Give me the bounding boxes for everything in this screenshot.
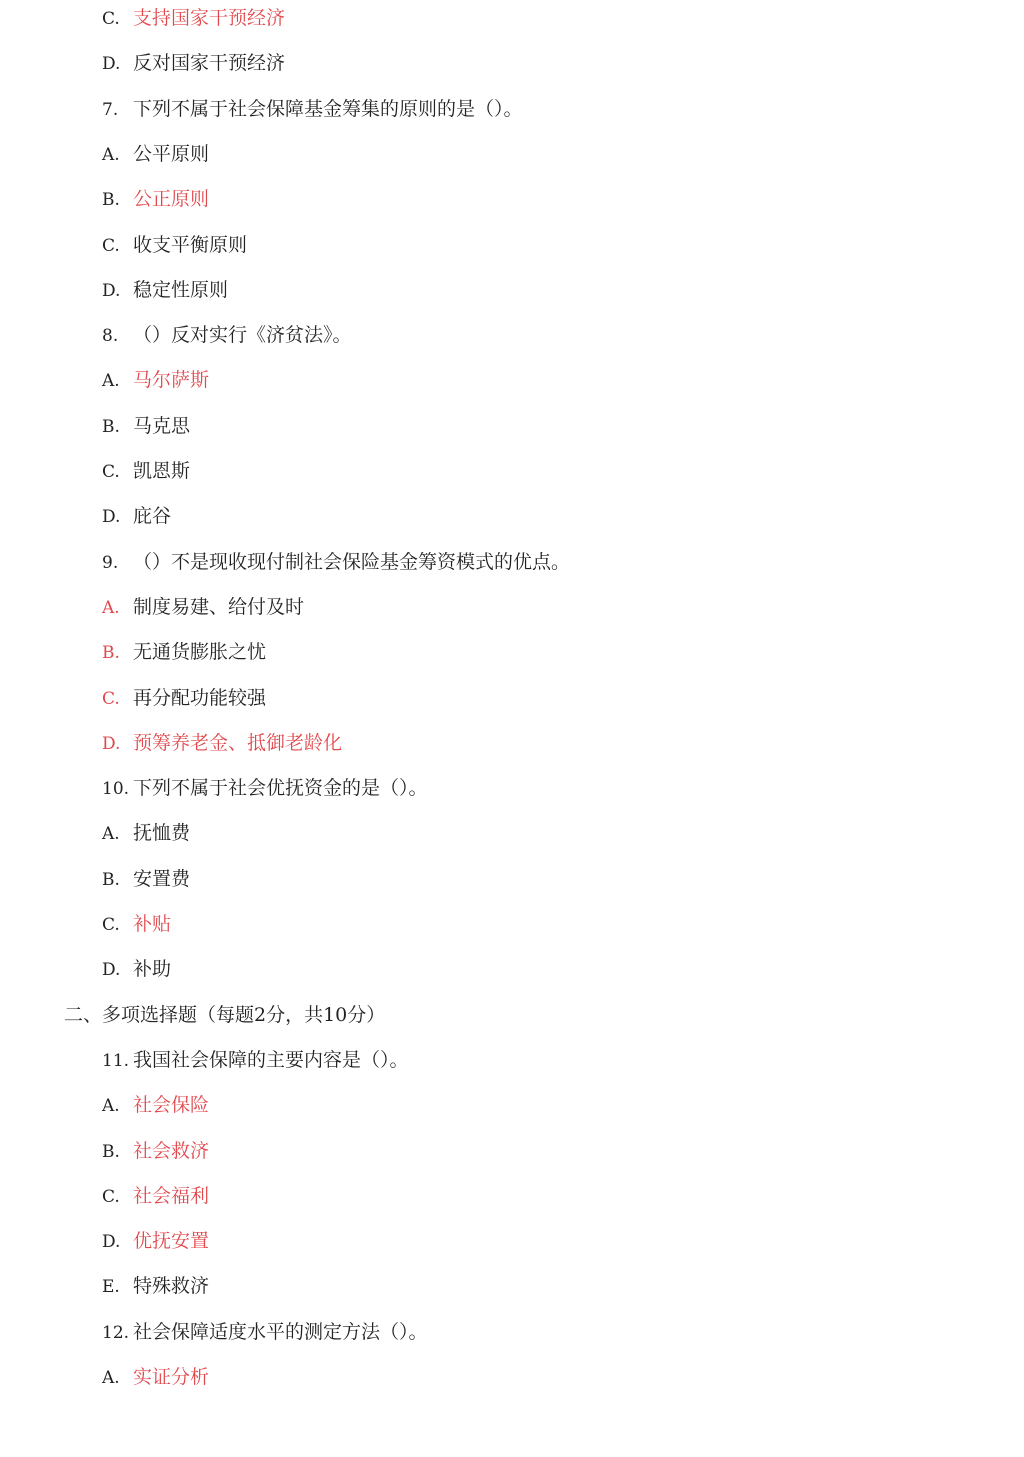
question-number: 10. [102, 779, 130, 799]
option-label: C. [102, 915, 120, 935]
option-text: 优抚安置 [133, 1230, 210, 1252]
option-line [102, 637, 266, 667]
option-label: E. [102, 1277, 120, 1297]
option-label: D. [102, 1232, 121, 1252]
question-number: 12. [102, 1323, 130, 1343]
option-text: 安置费 [133, 868, 191, 890]
question-number: 11. [102, 1051, 130, 1071]
option-text: 实证分析 [133, 1366, 210, 1388]
option-label: C. [102, 236, 120, 256]
option-label: B. [102, 190, 120, 210]
question-line [102, 1045, 409, 1075]
option-text: 凯恩斯 [133, 460, 191, 482]
option-line [102, 592, 304, 622]
option-line [102, 48, 285, 78]
option-line [102, 1226, 209, 1256]
option-text: 支持国家干预经济 [133, 7, 286, 29]
option-label: C. [102, 1187, 120, 1207]
section-heading [64, 1000, 385, 1030]
option-text: 反对国家干预经济 [133, 52, 286, 74]
option-line [102, 275, 228, 305]
question-number: 9. [102, 553, 119, 573]
option-label: C. [102, 462, 120, 482]
question-line [102, 547, 570, 577]
option-line [102, 365, 209, 395]
option-text: 公正原则 [133, 188, 210, 210]
option-line [102, 818, 190, 848]
option-label: C. [102, 9, 120, 29]
option-label: C. [102, 689, 120, 709]
question-text: （）不是现收现付制社会保险基金筹资模式的优点。 [133, 551, 571, 573]
option-line [102, 683, 266, 713]
option-line [102, 954, 171, 984]
option-line [102, 1090, 209, 1120]
option-text: 无通货膨胀之忧 [133, 641, 267, 663]
option-line [102, 1181, 209, 1211]
option-text: 收支平衡原则 [133, 234, 248, 256]
option-label: A. [102, 824, 120, 844]
option-label: B. [102, 643, 120, 663]
question-line [102, 94, 523, 124]
option-label: D. [102, 734, 121, 754]
question-text: 下列不属于社会优抚资金的是（）。 [133, 777, 428, 799]
option-label: B. [102, 870, 120, 890]
question-number: 8. [102, 326, 119, 346]
option-label: D. [102, 507, 121, 527]
option-text: 社会救济 [133, 1140, 210, 1162]
option-line [102, 3, 285, 33]
question-line [102, 773, 428, 803]
option-line [102, 728, 342, 758]
question-text: 下列不属于社会保障基金筹集的原则的是（）。 [133, 98, 523, 120]
question-line [102, 320, 352, 350]
option-text: 社会保险 [133, 1094, 210, 1116]
option-line [102, 184, 209, 214]
option-label: A. [102, 371, 120, 391]
option-text: 庇谷 [133, 505, 172, 527]
option-label: B. [102, 1142, 120, 1162]
option-label: A. [102, 1096, 120, 1116]
question-line [102, 1317, 428, 1347]
option-line [102, 864, 190, 894]
option-text: 公平原则 [133, 143, 210, 165]
option-text: 补贴 [133, 913, 172, 935]
option-line [102, 411, 190, 441]
option-line [102, 456, 190, 486]
option-label: D. [102, 281, 121, 301]
option-label: D. [102, 960, 121, 980]
option-text: 制度易建、给付及时 [133, 596, 305, 618]
question-text: 我国社会保障的主要内容是（）。 [133, 1049, 409, 1071]
option-line [102, 501, 171, 531]
option-line [102, 230, 247, 260]
option-line [102, 1271, 209, 1301]
option-text: 预筹养老金、抵御老龄化 [133, 732, 343, 754]
option-label: B. [102, 417, 120, 437]
option-label: A. [102, 598, 120, 618]
section-heading-text: 二、多项选择题（每题2分，共10分） [64, 1004, 386, 1026]
option-text: 稳定性原则 [133, 279, 229, 301]
question-text: 社会保障适度水平的测定方法（）。 [133, 1321, 428, 1343]
option-text: 再分配功能较强 [133, 687, 267, 709]
option-text: 社会福利 [133, 1185, 210, 1207]
option-label: D. [102, 54, 121, 74]
option-text: 补助 [133, 958, 172, 980]
option-line [102, 1136, 209, 1166]
option-text: 抚恤费 [133, 822, 191, 844]
option-line [102, 1362, 209, 1392]
option-text: 马尔萨斯 [133, 369, 210, 391]
option-label: A. [102, 1368, 120, 1388]
question-text: （）反对实行《济贫法》。 [133, 324, 352, 346]
option-line [102, 909, 171, 939]
option-label: A. [102, 145, 120, 165]
option-line [102, 139, 209, 169]
option-text: 马克思 [133, 415, 191, 437]
option-text: 特殊救济 [133, 1275, 210, 1297]
question-number: 7. [102, 100, 119, 120]
